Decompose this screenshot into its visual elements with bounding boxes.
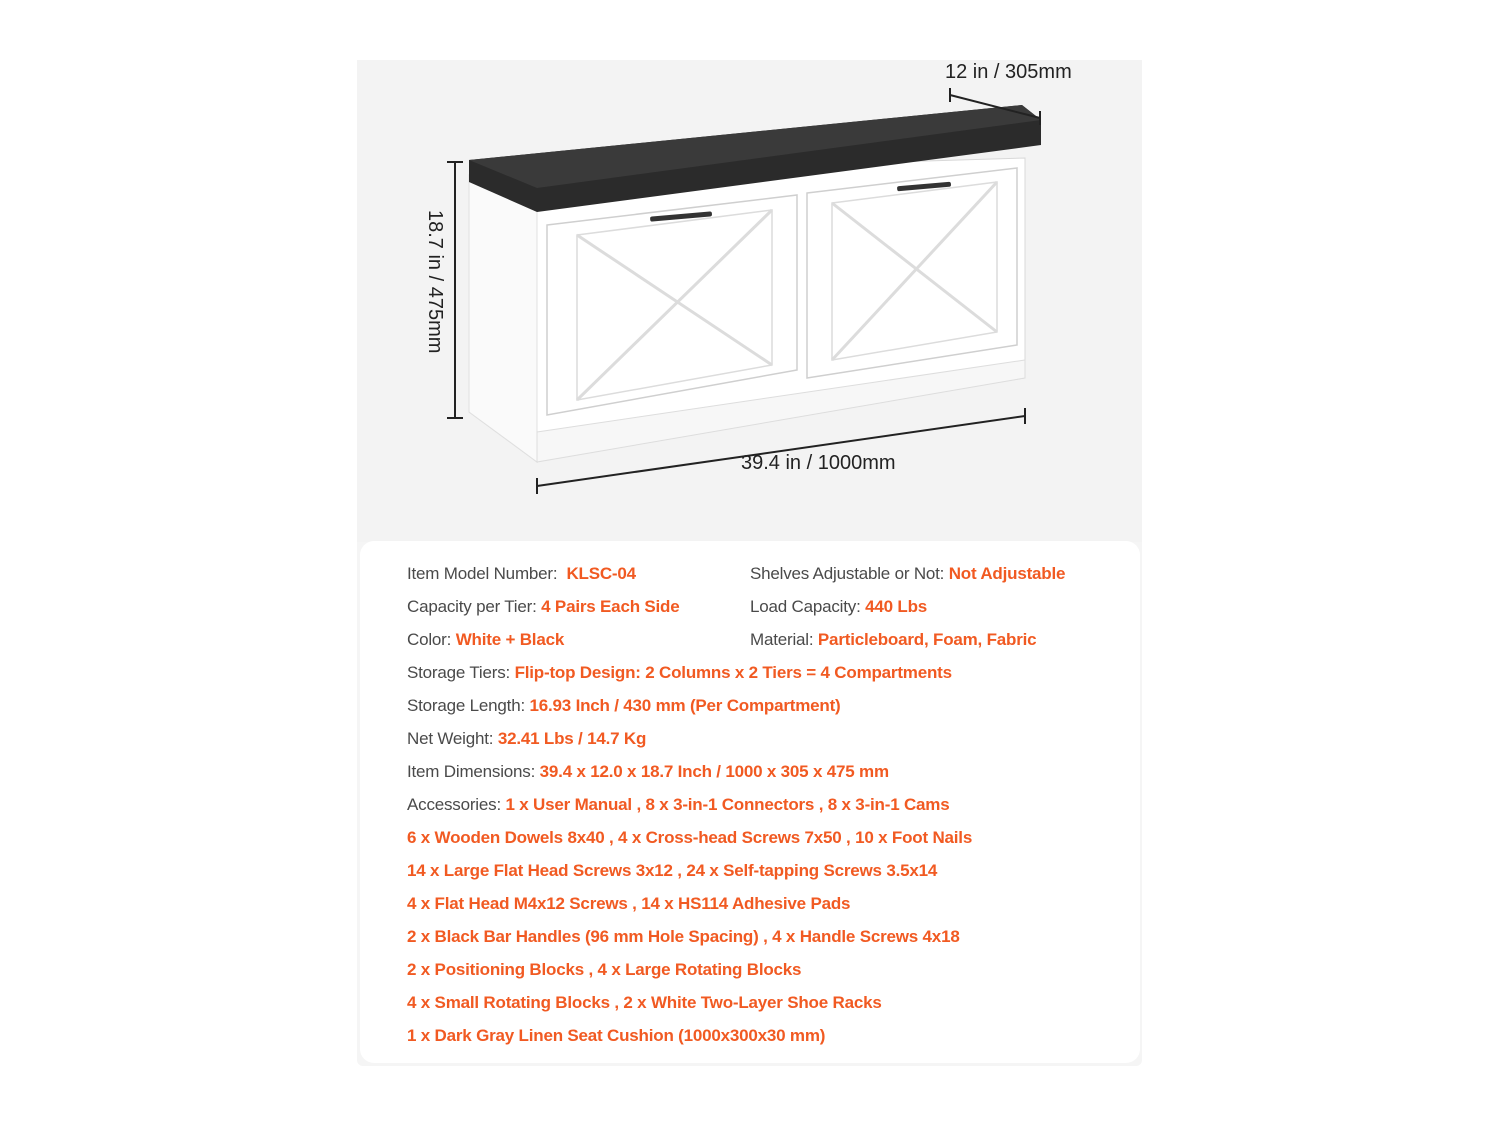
product-image: [357, 60, 1142, 542]
spec-table: [360, 541, 1140, 1063]
width-label: 39.4 in / 1000mm: [741, 452, 896, 474]
spec-item-dimensions: Item Dimensions: 39.4 x 12.0 x 18.7 Inch / 1000 x 305 x 475 mm: [407, 762, 889, 781]
cabinet-side: [469, 175, 537, 462]
accessories-line: 6 x Wooden Dowels 8x40 , 4 x Cross-head Screws 7x50 , 10 x Foot Nails: [407, 828, 973, 847]
spec-shelves: Shelves Adjustable or Not: Not Adjustable: [750, 564, 1066, 583]
height-label: 18.7 in / 475mm: [424, 210, 446, 354]
spec-capacity-tier: Capacity per Tier: 4 Pairs Each Side: [407, 597, 680, 616]
accessories-line: 2 x Positioning Blocks , 4 x Large Rotating Blocks: [407, 960, 802, 979]
spec-color: Color: White + Black: [407, 630, 565, 649]
shoe-bench-illustration: [357, 60, 1142, 542]
accessories-line: 1 x Dark Gray Linen Seat Cushion (1000x300x30 mm): [407, 1026, 826, 1045]
spec-tiers: Storage Tiers: Flip-top Design: 2 Columns x 2 Tiers = 4 Compartments: [407, 663, 952, 682]
spec-material: Material: Particleboard, Foam, Fabric: [750, 630, 1037, 649]
spec-length: Storage Length: 16.93 Inch / 430 mm (Per Compartment): [407, 696, 841, 715]
accessories-line: 2 x Black Bar Handles (96 mm Hole Spacing) , 4 x Handle Screws 4x18: [407, 927, 960, 946]
accessories-line: 4 x Small Rotating Blocks , 2 x White Two-Layer Shoe Racks: [407, 993, 882, 1012]
spec-accessories: Accessories: 1 x User Manual , 8 x 3-in-1 Connectors , 8 x 3-in-1 Cams: [407, 795, 950, 814]
accessories-line: 4 x Flat Head M4x12 Screws , 14 x HS114 Adhesive Pads: [407, 894, 851, 913]
depth-label: 12 in / 305mm: [945, 61, 1072, 83]
accessories-line: 14 x Large Flat Head Screws 3x12 , 24 x Self-tapping Screws 3.5x14: [407, 861, 938, 880]
spec-load: Load Capacity: 440 Lbs: [750, 597, 928, 616]
spec-weight: Net Weight: 32.41 Lbs / 14.7 Kg: [407, 729, 647, 748]
spec-model: Item Model Number: KLSC-04: [407, 564, 636, 583]
